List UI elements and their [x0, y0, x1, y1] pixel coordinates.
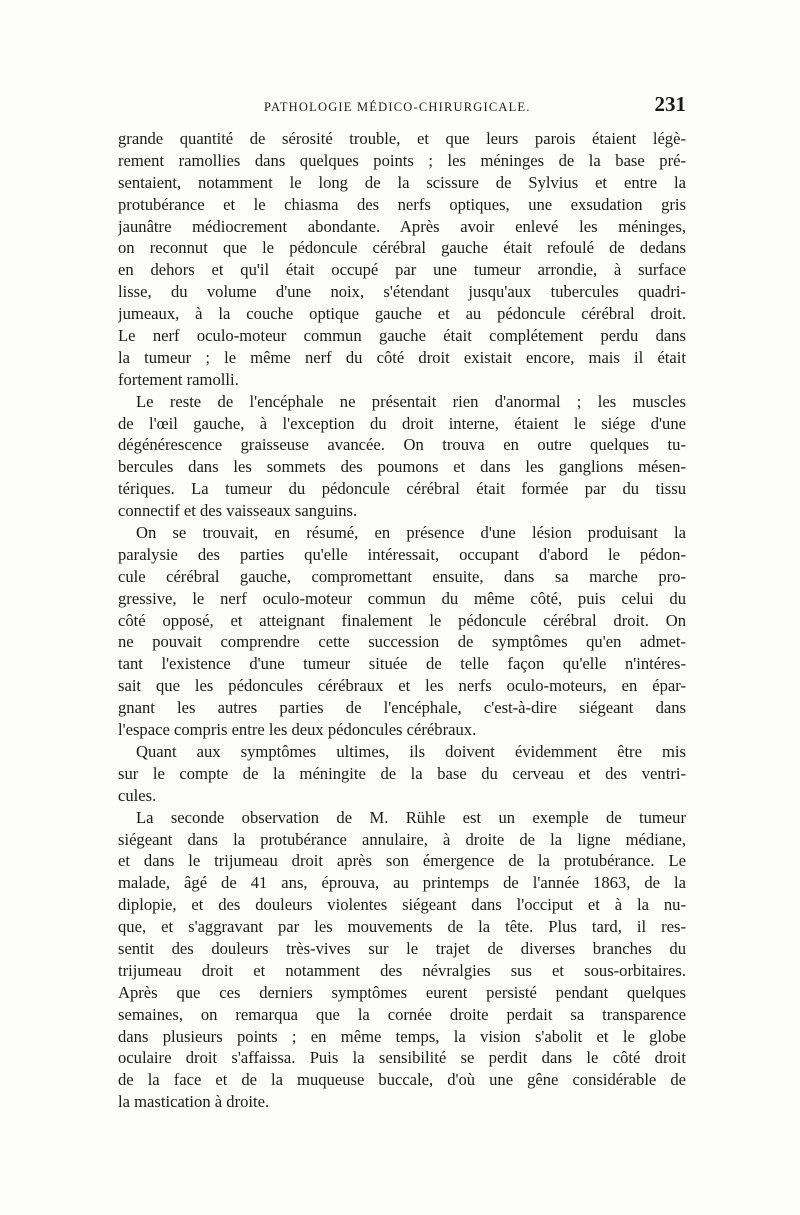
paragraph	[118, 522, 686, 741]
text-line: lisse, du volume d'une noix, s'étendant jusqu'aux tubercules quadri-	[118, 282, 686, 302]
text-line: semaines, on remarqua que la cornée droite perdait sa transparence	[118, 1004, 686, 1024]
text-line: jaunâtre médiocrement abondante. Après avoir enlevé les méninges,	[118, 216, 686, 236]
text-line: protubérance et le chiasma des nerfs optiques, une exsudation gris	[118, 194, 686, 214]
page-header	[118, 92, 686, 124]
text-line: en dehors et qu'il était occupé par une tumeur arrondie, à surface	[118, 260, 686, 280]
paragraph	[118, 391, 686, 522]
text-line: La seconde observation de M. Rühle est un exemple de tumeur	[136, 807, 686, 827]
text-line: oculaire droit s'affaissa. Puis la sensibilité se perdit dans le côté droit	[118, 1048, 686, 1068]
text-line: sait que les pédoncules cérébraux et les nerfs oculo-moteurs, en épar-	[118, 676, 686, 696]
text-line: rement ramollies dans quelques points ; les méninges de la base pré-	[118, 150, 686, 170]
text-line: Le reste de l'encéphale ne présentait rien d'anormal ; les muscles	[136, 391, 686, 411]
text-line: tériques. La tumeur du pédoncule cérébral était formée par du tissu	[118, 479, 686, 499]
text-line: sur le compte de la méningite de la base du cerveau et des ventri-	[118, 763, 686, 783]
text-line: de la face et de la muqueuse buccale, d'où une gêne considérable de	[118, 1070, 686, 1090]
text-line: on reconnut que le pédoncule cérébral gauche était refoulé de dedans	[118, 238, 686, 258]
text-line: connectif et des vaisseaux sanguins.	[118, 501, 358, 521]
text-line: la mastication à droite.	[118, 1092, 270, 1112]
text-line: dégénérescence graisseuse avancée. On trouva en outre quelques tu-	[118, 435, 686, 455]
text-line: sentaient, notamment le long de la scissure de Sylvius et entre la	[118, 172, 686, 192]
text-line: diplopie, et des douleurs violentes siégeant dans l'occiput et à la nu-	[118, 895, 686, 915]
text-line: On se trouvait, en résumé, en présence d'une lésion produisant la	[136, 523, 686, 543]
text-line: cule cérébral gauche, compromettant ensuite, dans sa marche pro-	[118, 566, 686, 586]
text-line: côté opposé, et atteignant finalement le pédoncule cérébral droit. On	[118, 610, 686, 630]
text-line: siégeant dans la protubérance annulaire, à droite de la ligne médiane,	[118, 829, 686, 849]
paragraph	[118, 807, 686, 1113]
text-line: trijumeau droit et notamment des névralgies sus et sous-orbitaires.	[118, 960, 686, 980]
text-line: de l'œil gauche, à l'exception du droit interne, étaient le siége d'une	[118, 413, 686, 433]
text-line: gressive, le nerf oculo-moteur commun du même côté, puis celui du	[118, 588, 686, 608]
text-line: tant l'existence d'une tumeur située de telle façon qu'elle n'intéres-	[118, 654, 686, 674]
text-line: fortement ramolli.	[118, 369, 239, 389]
paragraph	[118, 128, 686, 391]
running-title: PATHOLOGIE MÉDICO-CHIRURGICALE.	[264, 100, 531, 114]
text-line: et dans le trijumeau droit après son émergence de la protubérance. Le	[118, 851, 686, 871]
text-line: Après que ces derniers symptômes eurent persisté pendant quelques	[118, 982, 686, 1002]
text-line: Quant aux symptômes ultimes, ils doivent évidemment être mis	[136, 741, 686, 761]
text-line: ne pouvait comprendre cette succession de symptômes qu'en admet-	[118, 632, 686, 652]
page-number: 231	[654, 92, 686, 116]
text-line: cules.	[118, 785, 157, 805]
paragraph	[118, 741, 686, 807]
text-line: paralysie des parties qu'elle intéressait, occupant d'abord le pédon-	[118, 544, 686, 564]
text-line: Le nerf oculo-moteur commun gauche était complétement perdu dans	[118, 326, 686, 346]
text-line: malade, âgé de 41 ans, éprouva, au printemps de l'année 1863, de la	[118, 873, 686, 893]
text-line: jumeaux, à la couche optique gauche et au pédoncule cérébral droit.	[118, 304, 686, 324]
body-text	[118, 128, 686, 1113]
text-line: sentit des douleurs très-vives sur le trajet de diverses branches du	[118, 938, 686, 958]
text-line: gnant les autres parties de l'encéphale, c'est-à-dire siégeant dans	[118, 698, 686, 718]
text-line: que, et s'aggravant par les mouvements de la tête. Plus tard, il res-	[118, 917, 686, 937]
text-line: l'espace compris entre les deux pédoncules cérébraux.	[118, 720, 477, 740]
text-line: la tumeur ; le même nerf du côté droit existait encore, mais il était	[118, 347, 686, 367]
text-line: bercules dans les sommets des poumons et dans les ganglions mésen-	[118, 457, 686, 477]
text-line: grande quantité de sérosité trouble, et que leurs parois étaient légè-	[118, 129, 686, 148]
text-line: dans plusieurs points ; en même temps, la vision s'abolit et le globe	[118, 1026, 686, 1046]
